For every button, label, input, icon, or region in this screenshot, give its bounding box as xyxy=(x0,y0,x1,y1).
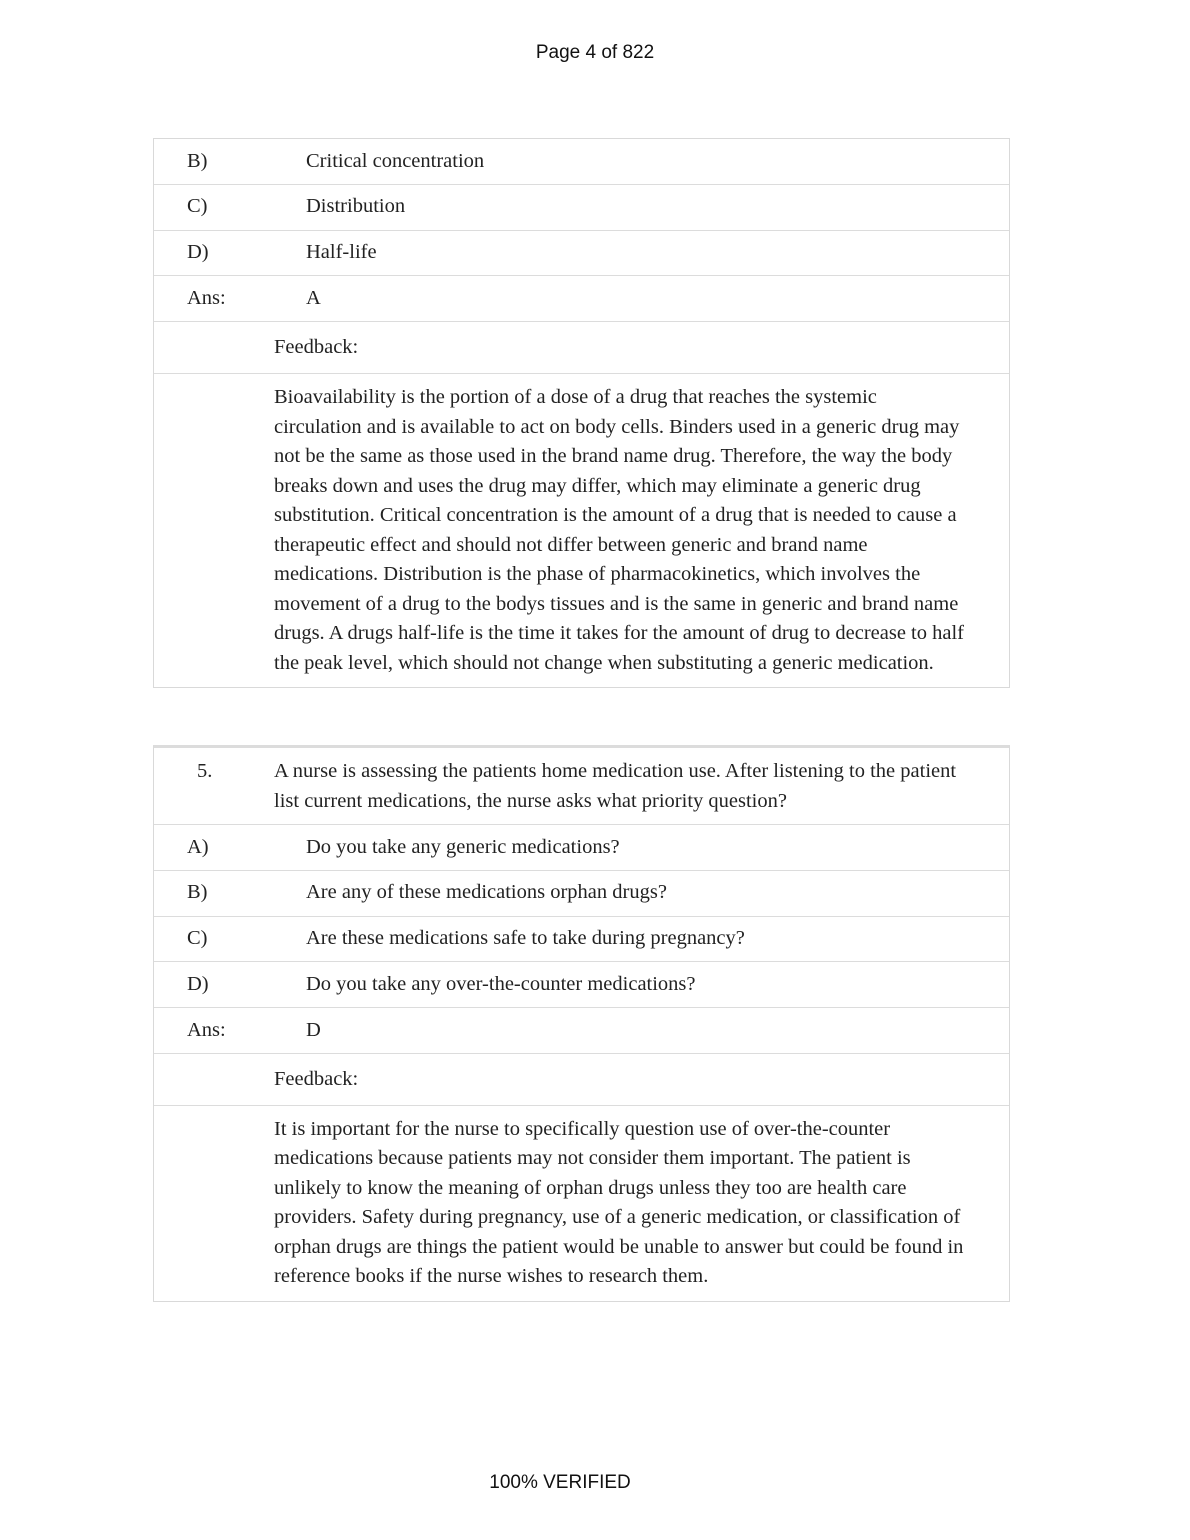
option-text: Do you take any generic medications? xyxy=(306,835,620,858)
option-label: C) xyxy=(187,195,208,218)
feedback-body-row xyxy=(154,1106,1009,1301)
feedback-header-row xyxy=(154,1054,1009,1106)
option-text: Do you take any over-the-counter medications? xyxy=(306,973,696,996)
verified-footer: 100% VERIFIED xyxy=(489,1472,631,1493)
option-row xyxy=(154,825,1009,871)
answer-row xyxy=(154,1008,1009,1054)
question-row xyxy=(154,748,1009,825)
option-label: A) xyxy=(187,835,209,858)
answer-value: A xyxy=(306,287,321,310)
feedback-body-row xyxy=(154,374,1009,687)
option-row xyxy=(154,185,1009,231)
option-text: Half-life xyxy=(306,241,377,264)
answer-value: D xyxy=(306,1018,321,1041)
feedback-header-row xyxy=(154,322,1009,374)
option-row xyxy=(154,962,1009,1008)
option-row xyxy=(154,871,1009,917)
option-row xyxy=(154,917,1009,963)
option-text: Distribution xyxy=(306,195,406,218)
page-number: Page 4 of 822 xyxy=(535,42,655,63)
question-number: 5. xyxy=(197,760,213,782)
answer-row xyxy=(154,276,1009,322)
question-text: A nurse is assessing the patients home medication use. After listening to the patient list current medications, the nurse asks what priority question? xyxy=(274,760,957,812)
feedback-label: Feedback: xyxy=(274,1067,359,1090)
option-text: Are these medications safe to take during pregnancy? xyxy=(306,927,745,950)
option-row xyxy=(154,139,1009,185)
question-4-table xyxy=(153,138,1010,688)
option-label: D) xyxy=(187,241,209,264)
option-label: D) xyxy=(187,973,209,996)
option-row xyxy=(154,231,1009,277)
option-label: C) xyxy=(187,927,208,950)
option-text: Are any of these medications orphan drugs? xyxy=(306,881,667,904)
question-5-table xyxy=(153,745,1010,1302)
option-text: Critical concentration xyxy=(306,149,485,172)
feedback-label: Feedback: xyxy=(274,335,359,358)
answer-label: Ans: xyxy=(187,1018,226,1041)
answer-label: Ans: xyxy=(187,287,226,310)
option-label: B) xyxy=(187,149,208,172)
feedback-text: It is important for the nurse to specifically question use of over-the-counter medications because patients may not consider them important. The patient is unlikely to know the meaning of orphan drugs unless they too are health care providers. Safety during pregnancy, use of a generic medication, or classification of orphan drugs are things the patient would be unable to answer but could be found in reference books if the nurse wishes to research them. xyxy=(274,1117,964,1288)
feedback-text: Bioavailability is the portion of a dose of a drug that reaches the systemic circulation and is available to act on body cells. Binders used in a generic drug may not be the same as those used in the brand name drug. Therefore, the way the body breaks down and uses the drug may differ, which may eliminate a generic drug substitution. Critical concentration is the amount of a drug that is needed to cause a therapeutic effect and should not differ between generic and brand name medications. Distribution is the phase of pharmacokinetics, which involves the movement of a drug to the bodys tissues and is the same in generic and brand name drugs. A drugs half-life is the time it takes for the amount of drug to decrease to half the peak level, which should not change when substituting a generic medication. xyxy=(274,386,964,674)
option-label: B) xyxy=(187,881,208,904)
